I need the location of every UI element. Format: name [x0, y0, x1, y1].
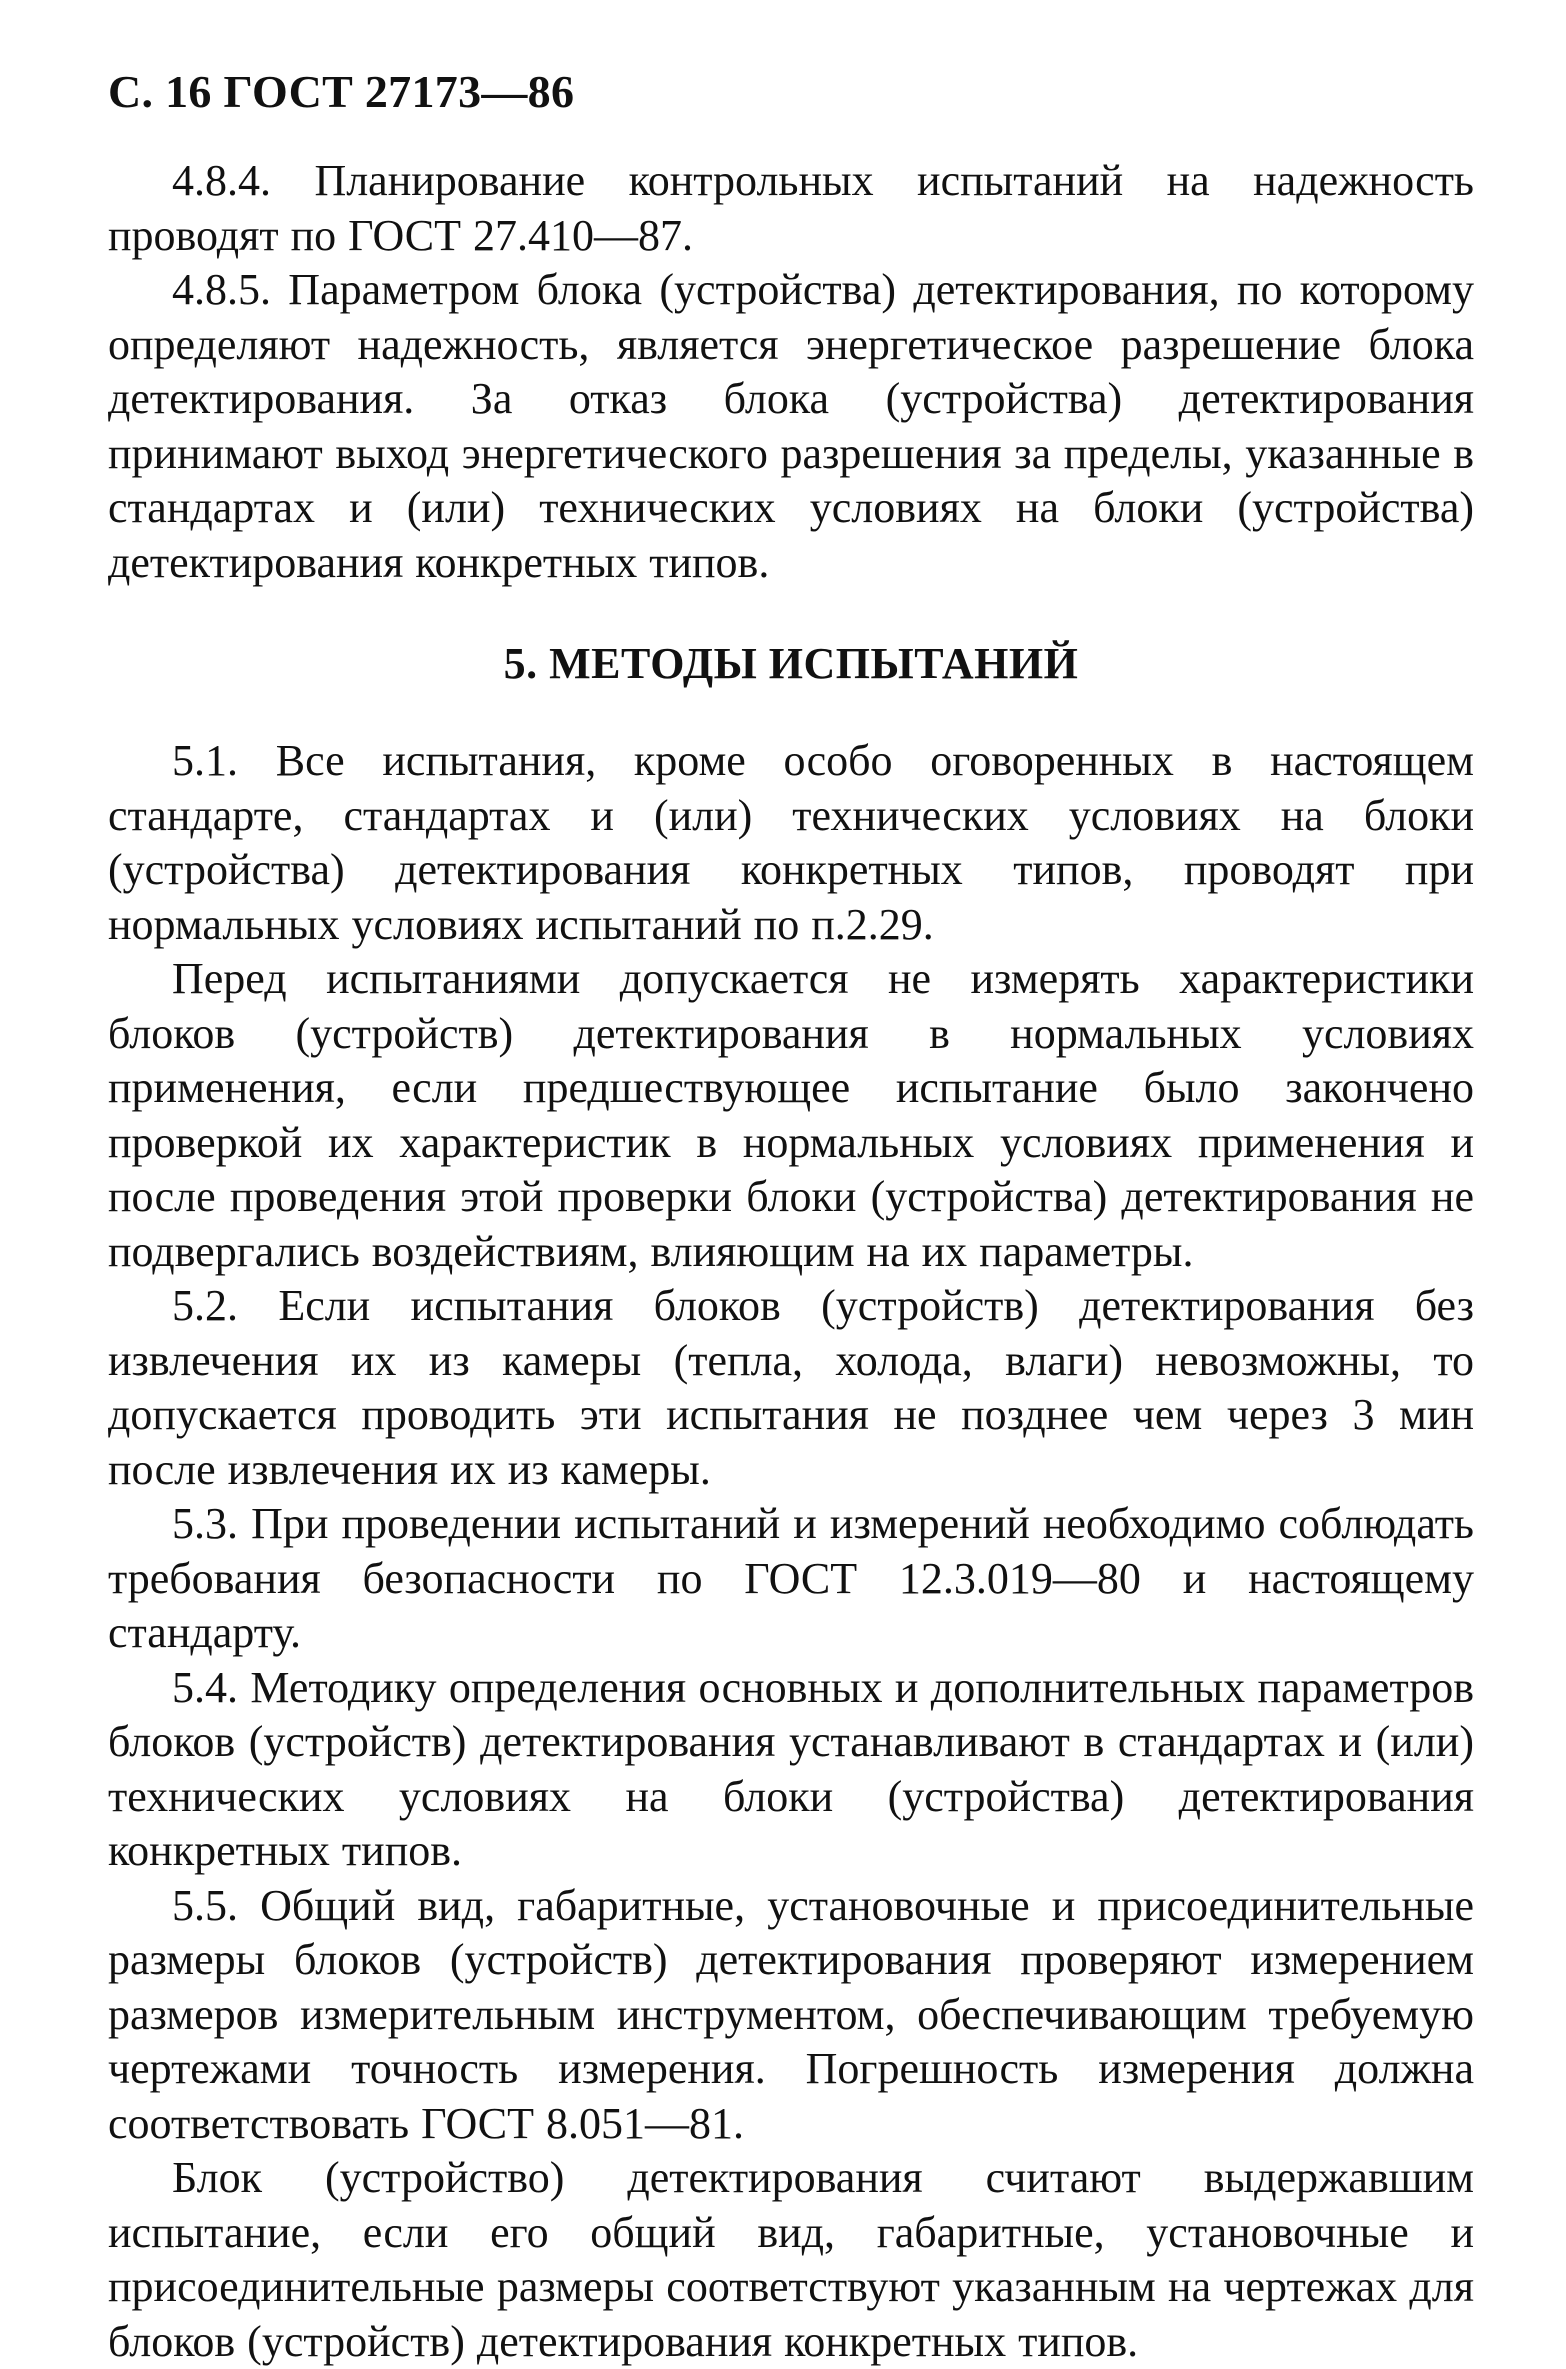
page-header: С. 16 ГОСТ 27173—86 — [108, 66, 575, 117]
paragraph-5-1: 5.1. Все испытания, кроме особо оговоренных в настоящем стандарте, стандартах и (или) технических условиях на блоки (устройства) детектирования конкретных типов, проводят при нормальных условиях испытаний по п.2.29. — [108, 736, 1474, 949]
paragraph-5-2: 5.2. Если испытания блоков (устройств) детектирования без извлечения их из камеры (тепла, холода, влаги) невозможны, то допускается проводить эти испытания не позднее чем через 3 мин после извлечения их из камеры. — [108, 1281, 1474, 1494]
paragraph-5-4: 5.4. Методику определения основных и дополнительных параметров блоков (устройств) детектирования устанавливают в стандартах и (или) технических условиях на блоки (устройства) детектирования конкретных типов. — [108, 1662, 1474, 1875]
paragraph-5-1-continuation: Перед испытаниями допускается не измерять характеристики блоков (устройств) детектирования в нормальных условиях применения, если предшествующее испытание было закончено проверкой их характеристик в нормальных условиях применения и после проведения этой проверки блоки (устройства) детектирования не подвергались воздействиям, влияющим на их параметры. — [108, 954, 1474, 1276]
paragraph-4-8-4: 4.8.4. Планирование контрольных испытаний на надежность проводят по ГОСТ 27.410—87. — [108, 156, 1474, 260]
paragraph-5-3: 5.3. При проведении испытаний и измерений необходимо соблюдать требования безопасности по ГОСТ 12.3.019—80 и настоящему стандарту. — [108, 1499, 1474, 1657]
paragraph-5-5-continuation: Блок (устройство) детектирования считают выдержавшим испытание, если его общий вид, габаритные, установочные и присоединительные размеры соответствуют указанным на чертежах для блоков (устройств) детектирования конкретных типов. — [108, 2153, 1474, 2366]
paragraph-4-8-5: 4.8.5. Параметром блока (устройства) детектирования, по которому определяют надежность, является энергетическое разрешение блока детектирования. За отказ блока (устройства) детектирования принимают выход энергетического разрешения за пределы, указанные в стандартах и (или) технических условиях на блоки (устройства) детектирования конкретных типов. — [108, 265, 1474, 587]
section-title: 5. МЕТОДЫ ИСПЫТАНИЙ — [503, 639, 1079, 688]
paragraph-5-5: 5.5. Общий вид, габаритные, установочные и присоединительные размеры блоков (устройств) детектирования проверяют измерением размеров измерительным инструментом, обеспечивающим требуемую чертежами точность измерения. Погрешность измерения должна соответствовать ГОСТ 8.051—81. — [108, 1880, 1474, 2148]
